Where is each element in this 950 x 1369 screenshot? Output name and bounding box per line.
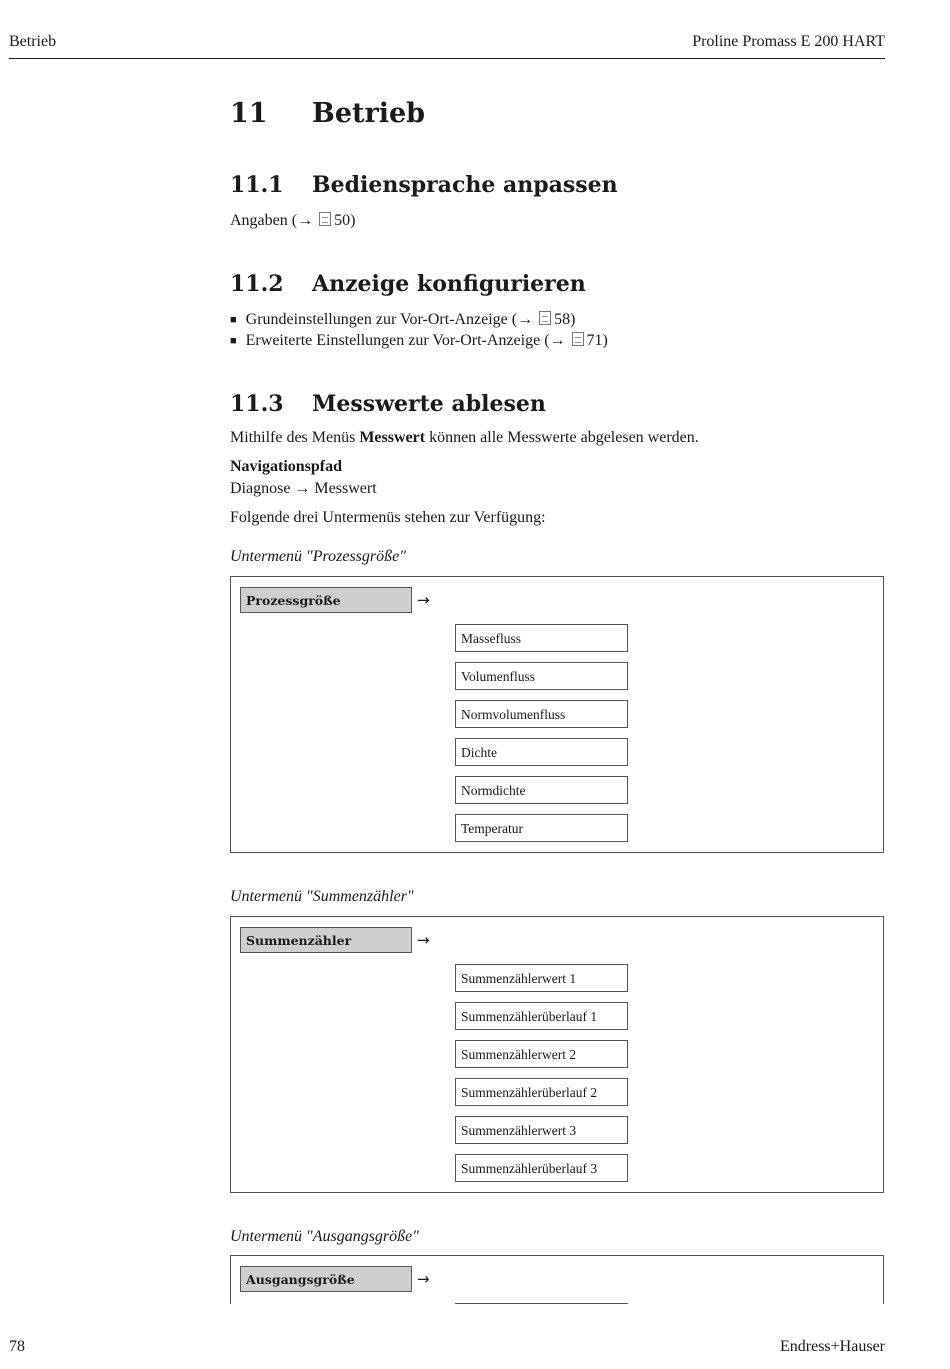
section-heading-1: [230, 172, 618, 198]
submenu-caption: Untermenü "Prozessgröße": [230, 548, 406, 565]
list-item-text: Grundeinstellungen zur Vor-Ort-Anzeige (→: [245, 311, 534, 328]
menu-main-box: Ausgangsgröße: [240, 1266, 412, 1292]
chapter-title: Betrieb: [312, 98, 426, 129]
page-reference-icon: [539, 311, 551, 325]
page-reference-icon: [572, 332, 584, 346]
intro-text: Mithilfe des Menüs: [230, 429, 360, 446]
header-section: Betrieb: [9, 33, 57, 50]
page-reference-link[interactable]: 58): [554, 311, 576, 328]
menu-diagram: [230, 576, 884, 853]
menu-item: Summenzählerwert 3: [455, 1116, 628, 1144]
section-number: 11.3: [230, 391, 284, 417]
menu-item: Normvolumenfluss: [455, 700, 628, 728]
header-rule: [9, 58, 885, 59]
menu-main-box: Summenzähler: [240, 927, 412, 953]
menu-item: Massefluss: [455, 624, 628, 652]
brand-name: Endress+Hauser: [780, 1338, 885, 1355]
menu-item: Dichte: [455, 738, 628, 766]
chapter-number: 11: [230, 98, 268, 129]
menu-item: Summenzählerüberlauf 3: [455, 1154, 628, 1182]
arrow-right-icon: →: [417, 931, 430, 949]
section-title: Messwerte ablesen: [312, 391, 546, 417]
arrow-right-icon: →: [417, 591, 430, 609]
submenu-caption: Untermenü "Ausgangsgröße": [230, 1228, 419, 1245]
section-1-text: [230, 211, 355, 230]
reference-text: Angaben (→: [230, 212, 314, 229]
page-reference-icon: [319, 212, 331, 226]
menu-item: Summenzählerüberlauf 2: [455, 1078, 628, 1106]
section-heading-2: [230, 271, 586, 297]
menu-item: Volumenfluss: [455, 662, 628, 690]
menu-name: Messwert: [359, 429, 426, 446]
list-item: [230, 310, 575, 329]
section-title: Anzeige konfigurieren: [312, 271, 586, 297]
submenus-text: Folgende drei Untermenüs stehen zur Verfügung:: [230, 509, 546, 526]
section-heading-3: [230, 391, 546, 417]
navigation-label: Navigationspfad: [230, 458, 343, 475]
navigation-path: Diagnose → Messwert: [230, 480, 377, 497]
section-title: Bediensprache anpassen: [312, 172, 618, 198]
arrow-right-icon: →: [417, 1270, 430, 1288]
submenu-caption: Untermenü "Summenzähler": [230, 888, 414, 905]
section-number: 11.2: [230, 271, 284, 297]
list-item: [230, 331, 608, 350]
menu-diagram: [230, 916, 884, 1193]
section-3-intro: [230, 429, 699, 447]
menu-main-box: Prozessgröße: [240, 587, 412, 613]
section-number: 11.1: [230, 172, 284, 198]
intro-text: können alle Messwerte abgelesen werden.: [425, 429, 699, 446]
menu-item: Summenzählerüberlauf 1: [455, 1002, 628, 1030]
header-product: Proline Promass E 200 HART: [692, 33, 885, 50]
menu-item-cut: [455, 1303, 628, 1304]
menu-item: Normdichte: [455, 776, 628, 804]
page-reference-link[interactable]: 50): [334, 212, 356, 229]
menu-diagram: [230, 1255, 884, 1304]
menu-item: Temperatur: [455, 814, 628, 842]
list-item-text: Erweiterte Einstellungen zur Vor-Ort-Anzeige (→: [245, 332, 566, 349]
menu-item: Summenzählerwert 1: [455, 964, 628, 992]
menu-item: Summenzählerwert 2: [455, 1040, 628, 1068]
page-number: 78: [9, 1338, 25, 1355]
chapter-heading: [230, 98, 425, 129]
page-reference-link[interactable]: 71): [586, 332, 608, 349]
